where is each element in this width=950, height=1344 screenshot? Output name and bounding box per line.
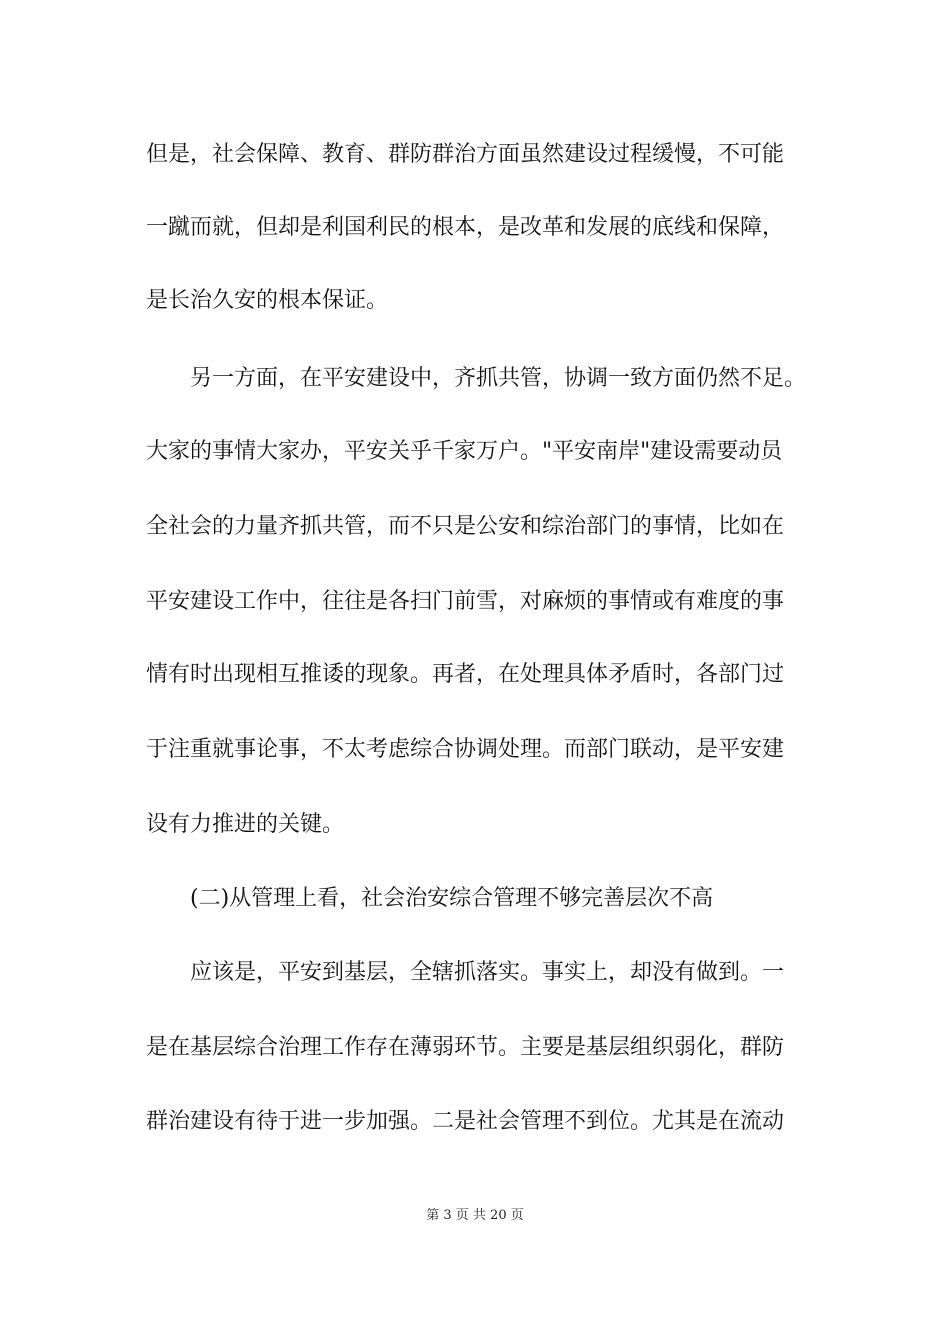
text-line-3: 是长治久安的根本保证。 — [146, 288, 389, 313]
text-line-5: 大家的事情大家办，平安关乎千家万户。"平安南岸"建设需要动员 — [146, 439, 783, 464]
text-line-6: 全社会的力量齐抓共管，而不只是公安和综治部门的事情，比如在 — [146, 514, 785, 539]
text-line-14: 群治建设有待于进一步加强。二是社会管理不到位。尤其是在流动 — [146, 1109, 785, 1134]
text-line-8: 情有时出现相互推诿的现象。再者，在处理具体矛盾时，各部门过 — [146, 662, 785, 687]
page-number-footer: 第 3 页 共 20 页 — [426, 1208, 524, 1223]
text-line-4: 另一方面，在平安建设中，齐抓共管，协调一致方面仍然不足。 — [190, 366, 807, 391]
text-line-7: 平安建设工作中，往往是各扫门前雪，对麻烦的事情或有难度的事 — [146, 589, 785, 614]
text-line-2: 一蹴而就，但却是利国利民的根本，是改革和发展的底线和保障， — [146, 215, 785, 240]
section-heading: (二)从管理上看，社会治安综合管理不够完善层次不高 — [190, 886, 714, 911]
text-line-1: 但是，社会保障、教育、群防群治方面虽然建设过程缓慢，不可能 — [146, 142, 785, 167]
text-line-12: 应该是，平安到基层，全辖抓落实。事实上，却没有做到。一 — [190, 960, 785, 985]
text-line-13: 是在基层综合治理工作存在薄弱环节。主要是基层组织弱化，群防 — [146, 1035, 785, 1060]
text-line-10: 设有力推进的关键。 — [146, 812, 345, 837]
text-line-9: 于注重就事论事，不太考虑综合协调处理。而部门联动，是平安建 — [146, 737, 785, 762]
